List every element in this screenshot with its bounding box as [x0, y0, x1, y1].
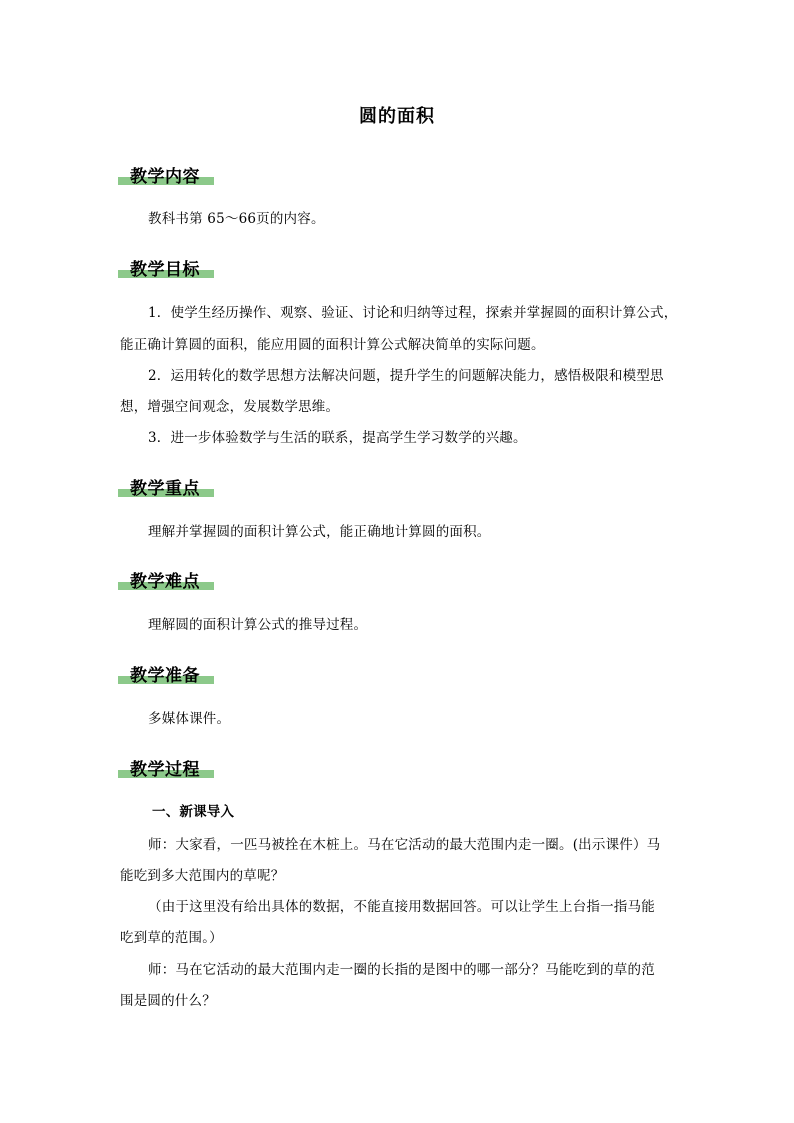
process-subheading: 一、新课导入 [152, 804, 235, 820]
process-line: 吃到草的范围。） [120, 930, 223, 946]
process-line: 师：马在它活动的最大范围内走一圈的长指的是图中的哪一部分？马能吃到的草的范 [148, 962, 655, 978]
section-heading-difficulty-text: 教学难点 [130, 572, 200, 592]
goals-line: 能正确计算圆的面积，能应用圆的面积计算公式解决简单的实际问题。 [120, 337, 545, 353]
process-line: 围是圆的什么？ [120, 993, 216, 1009]
content-text: 教科书第 65～66页的内容。 [148, 211, 325, 227]
goals-line: 1．使学生经历操作、观察、验证、讨论和归纳等过程，探索并掌握圆的面积计算公式， [148, 305, 678, 321]
difficulty-text: 理解圆的面积计算公式的推导过程。 [148, 617, 368, 633]
key-text: 理解并掌握圆的面积计算公式，能正确地计算圆的面积。 [148, 524, 491, 540]
goals-line: 3．进一步体验数学与生活的联系，提高学生学习数学的兴趣。 [148, 430, 527, 446]
section-heading-content-text: 教学内容 [130, 167, 200, 187]
section-heading-goals-text: 教学目标 [130, 260, 200, 280]
prep-text: 多媒体课件。 [148, 711, 231, 727]
goals-line: 想，增强空间观念，发展数学思维。 [120, 399, 340, 415]
section-heading-key-text: 教学重点 [130, 479, 200, 499]
process-line: （由于这里没有给出具体的数据，不能直接用数据回答。可以让学生上台指一指马能 [148, 899, 655, 915]
section-heading-prep-text: 教学准备 [130, 666, 200, 686]
process-line: 能吃到多大范围内的草呢？ [120, 868, 285, 884]
process-line: 师：大家看，一匹马被拴在木桩上。马在它活动的最大范围内走一圈。(出示课件）马 [148, 837, 661, 853]
goals-line: 2．运用转化的数学思想方法解决问题，提升学生的问题解决能力，感悟极限和模型思 [148, 368, 664, 384]
page-title: 圆的面积 [359, 106, 435, 127]
section-heading-process-text: 教学过程 [130, 760, 200, 780]
